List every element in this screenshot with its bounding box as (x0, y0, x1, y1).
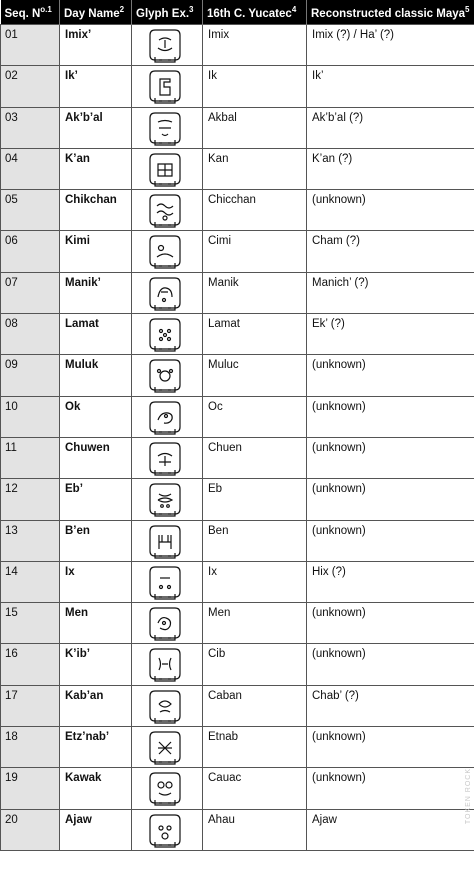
classic-maya-name: (unknown) (307, 727, 474, 768)
manik-glyph-icon (144, 275, 186, 313)
day-name: Kawak (60, 768, 132, 809)
etznab-glyph-icon (144, 729, 186, 767)
chuwen-glyph-icon (144, 440, 186, 478)
yucatec-name: Ben (203, 520, 307, 561)
table-row (1, 809, 474, 850)
yucatec-name: Cauac (203, 768, 307, 809)
seq-number: 16 (1, 644, 60, 685)
yucatec-name: Ik (203, 66, 307, 107)
classic-maya-name: (unknown) (307, 479, 474, 520)
table-row (1, 685, 474, 726)
table-row (1, 561, 474, 602)
seq-number: 06 (1, 231, 60, 272)
eb-glyph-icon (144, 481, 186, 519)
ben-glyph-icon (144, 523, 186, 561)
kimi-glyph-icon (144, 233, 186, 271)
table-row (1, 25, 474, 66)
glyph-cell (132, 561, 203, 602)
day-name: Ok (60, 396, 132, 437)
glyph-cell (132, 685, 203, 726)
classic-maya-name: Hix (?) (307, 561, 474, 602)
day-name: Ak’b’al (60, 107, 132, 148)
yucatec-name: Manik (203, 272, 307, 313)
table-row (1, 437, 474, 478)
ok-glyph-icon (144, 399, 186, 437)
glyph-cell (132, 25, 203, 66)
chikchan-glyph-icon (144, 192, 186, 230)
ik-glyph-icon (144, 68, 186, 106)
lamat-glyph-icon (144, 316, 186, 354)
day-name: Ix (60, 561, 132, 602)
yucatec-name: Ahau (203, 809, 307, 850)
glyph-cell (132, 66, 203, 107)
glyph-cell (132, 396, 203, 437)
yucatec-name: Etnab (203, 727, 307, 768)
table-row (1, 314, 474, 355)
glyph-cell (132, 190, 203, 231)
table-row (1, 272, 474, 313)
seq-number: 11 (1, 437, 60, 478)
classic-maya-name: K’an (?) (307, 148, 474, 189)
day-name: Ajaw (60, 809, 132, 850)
yucatec-name: Imix (203, 25, 307, 66)
table-row (1, 190, 474, 231)
yucatec-name: Lamat (203, 314, 307, 355)
classic-maya-name: (unknown) (307, 768, 474, 809)
yucatec-name: Chicchan (203, 190, 307, 231)
classic-maya-name: (unknown) (307, 396, 474, 437)
day-name: Muluk (60, 355, 132, 396)
table-row (1, 107, 474, 148)
watermark: TOKEN ROCK (465, 768, 472, 825)
day-name: Imix’ (60, 25, 132, 66)
classic-maya-name: Cham (?) (307, 231, 474, 272)
seq-number: 17 (1, 685, 60, 726)
yucatec-name: Muluc (203, 355, 307, 396)
yucatec-name: Men (203, 603, 307, 644)
seq-number: 13 (1, 520, 60, 561)
kaban-glyph-icon (144, 688, 186, 726)
ix-glyph-icon (144, 564, 186, 602)
day-name: K’ib’ (60, 644, 132, 685)
day-name: Men (60, 603, 132, 644)
glyph-cell (132, 603, 203, 644)
glyph-cell (132, 809, 203, 850)
muluk-glyph-icon (144, 357, 186, 395)
yucatec-name: Cimi (203, 231, 307, 272)
day-name: Manik’ (60, 272, 132, 313)
day-name: Kab’an (60, 685, 132, 726)
seq-number: 01 (1, 25, 60, 66)
classic-maya-name: Chab’ (?) (307, 685, 474, 726)
classic-maya-name: Ek’ (?) (307, 314, 474, 355)
day-name: Chikchan (60, 190, 132, 231)
classic-maya-name: (unknown) (307, 355, 474, 396)
day-name: Chuwen (60, 437, 132, 478)
glyph-cell (132, 768, 203, 809)
table-row (1, 727, 474, 768)
ajaw-glyph-icon (144, 812, 186, 850)
glyph-cell (132, 644, 203, 685)
seq-number: 07 (1, 272, 60, 313)
yucatec-name: Cib (203, 644, 307, 685)
classic-maya-name: Ak’b’al (?) (307, 107, 474, 148)
yucatec-name: Caban (203, 685, 307, 726)
imix-glyph-icon (144, 27, 186, 65)
seq-number: 18 (1, 727, 60, 768)
classic-maya-name: (unknown) (307, 520, 474, 561)
kan-glyph-icon (144, 151, 186, 189)
table-row (1, 231, 474, 272)
yucatec-name: Eb (203, 479, 307, 520)
table-row (1, 479, 474, 520)
seq-number: 10 (1, 396, 60, 437)
men-glyph-icon (144, 605, 186, 643)
kib-glyph-icon (144, 646, 186, 684)
day-name: Kimi (60, 231, 132, 272)
header-classic-maya: Reconstructed classic Maya$^5$ (307, 0, 474, 25)
day-name: Ik’ (60, 66, 132, 107)
seq-number: 14 (1, 561, 60, 602)
yucatec-name: Kan (203, 148, 307, 189)
classic-maya-name: (unknown) (307, 603, 474, 644)
kawak-glyph-icon (144, 770, 186, 808)
table-row (1, 66, 474, 107)
glyph-cell (132, 107, 203, 148)
glyph-cell (132, 272, 203, 313)
akbal-glyph-icon (144, 110, 186, 148)
header-yucatec: 16th C. Yucatec$^4$ (203, 0, 307, 25)
day-name: B’en (60, 520, 132, 561)
glyph-cell (132, 437, 203, 478)
day-name: Etz’nab’ (60, 727, 132, 768)
classic-maya-name: (unknown) (307, 644, 474, 685)
day-name: Lamat (60, 314, 132, 355)
yucatec-name: Chuen (203, 437, 307, 478)
glyph-cell (132, 479, 203, 520)
glyph-cell (132, 231, 203, 272)
classic-maya-name: Ik’ (307, 66, 474, 107)
yucatec-name: Oc (203, 396, 307, 437)
seq-number: 20 (1, 809, 60, 850)
seq-number: 04 (1, 148, 60, 189)
glyph-cell (132, 314, 203, 355)
glyph-cell (132, 355, 203, 396)
table-row (1, 520, 474, 561)
classic-maya-name: (unknown) (307, 437, 474, 478)
classic-maya-name: (unknown) (307, 190, 474, 231)
seq-number: 15 (1, 603, 60, 644)
glyph-cell (132, 520, 203, 561)
day-name: K’an (60, 148, 132, 189)
table-row (1, 355, 474, 396)
seq-number: 05 (1, 190, 60, 231)
classic-maya-name: Ajaw (307, 809, 474, 850)
table-row (1, 644, 474, 685)
glyph-cell (132, 727, 203, 768)
day-name: Eb’ (60, 479, 132, 520)
seq-number: 02 (1, 66, 60, 107)
seq-number: 03 (1, 107, 60, 148)
seq-number: 19 (1, 768, 60, 809)
yucatec-name: Akbal (203, 107, 307, 148)
table-row (1, 396, 474, 437)
header-seq: Seq. $N^{o.1}$ (1, 0, 60, 25)
table-row (1, 768, 474, 809)
header-glyph: Glyph Ex.$^3$ (132, 0, 203, 25)
classic-maya-name: Manich’ (?) (307, 272, 474, 313)
seq-number: 12 (1, 479, 60, 520)
header-day-name: Day Name$^2$ (60, 0, 132, 25)
header-row (1, 0, 474, 25)
classic-maya-name: Imix (?) / Ha’ (?) (307, 25, 474, 66)
table-row (1, 148, 474, 189)
glyph-cell (132, 148, 203, 189)
yucatec-name: Ix (203, 561, 307, 602)
table-row (1, 603, 474, 644)
seq-number: 09 (1, 355, 60, 396)
seq-number: 08 (1, 314, 60, 355)
